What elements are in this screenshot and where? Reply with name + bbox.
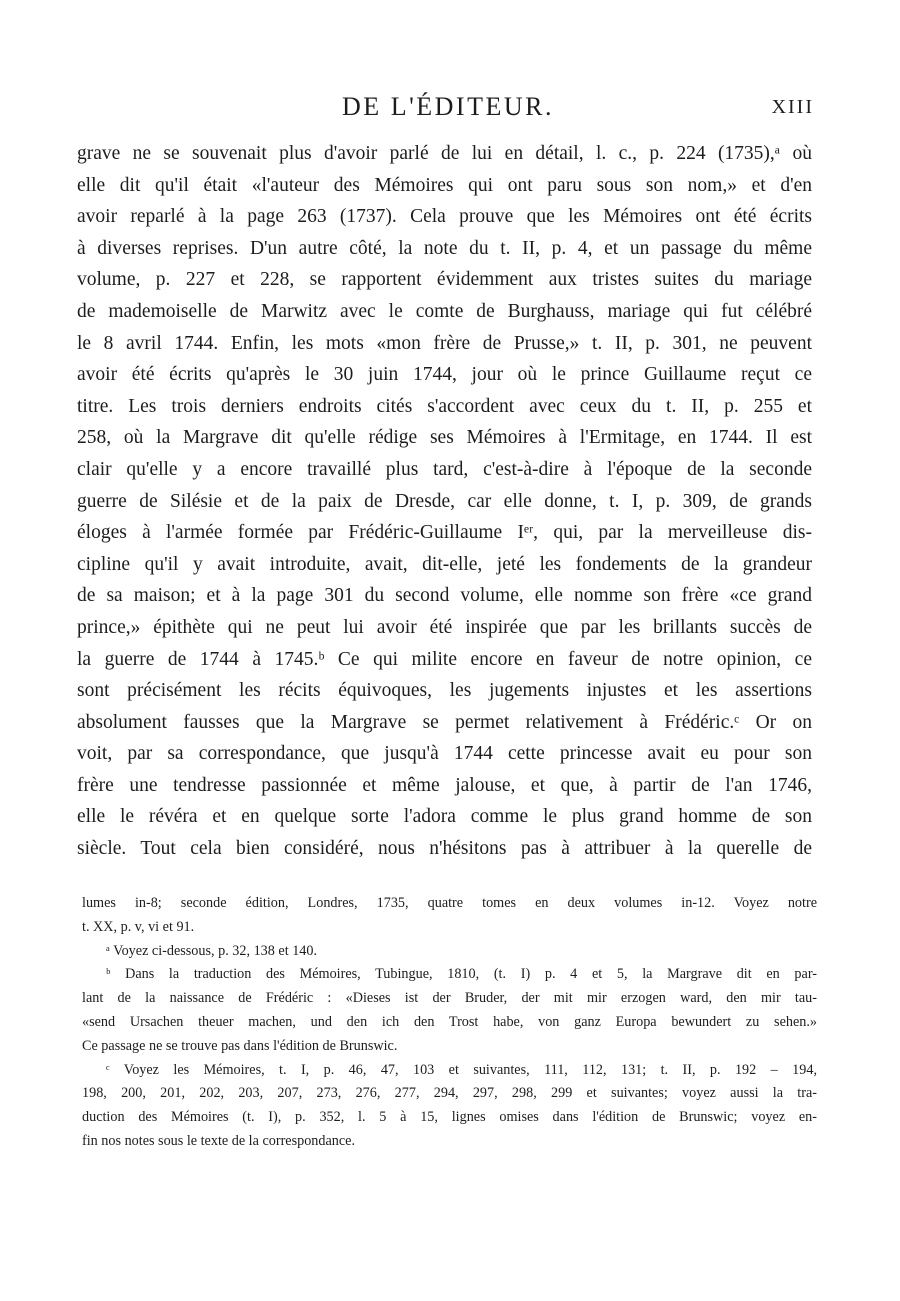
footnote-b-line: lant de la naissance de Frédéric : «Dieses ist der Bruder, der mit mir erzogen ward, den mir tau- [82,990,817,1007]
footnote-b-line: Ce passage ne se trouve pas dans l'édition de Brunswic. [82,1037,398,1054]
footnote-b-line: ᵇ Dans la traduction des Mémoires, Tubingue, 1810, (t. I) p. 4 et 5, la Margrave dit en par- [106,966,817,983]
footnote-c-line: ᶜ Voyez les Mémoires, t. I, p. 46, 47, 103 et suivantes, 111, 112, 131; t. II, p. 192 – 194, [106,1061,817,1078]
text-line: clair qu'elle y a encore travaillé plus tard, c'est-à-dire à l'époque de la seconde [77,458,812,480]
text-line: voit, par sa correspondance, que jusqu'à 1744 cette princesse avait eu pour son [77,743,812,765]
text-line: elle dit qu'il était «l'auteur des Mémoires qui ont paru sous son nom,» et d'en [77,174,812,196]
footnote-b-line: «send Ursachen theuer machen, und den ich den Trost habe, von ganz Europa bewundert zu sehen.» [82,1013,817,1030]
text-line: avoir été écrits qu'après le 30 juin 1744, jour où le prince Guillaume reçut ce [77,364,812,386]
text-line: à diverses reprises. D'un autre côté, la note du t. II, p. 4, et un passage du même [77,237,812,259]
text-line: siècle. Tout cela bien considéré, nous n'hésitons pas à attribuer à la querelle de [77,838,812,860]
text-line: volume, p. 227 et 228, se rapportent évidemment aux tristes suites du mariage [77,269,812,291]
text-line: elle le révéra et en quelque sorte l'adora comme le plus grand homme de son [77,806,812,828]
footnote-c-line: fin nos notes sous le texte de la correspondance. [82,1132,356,1149]
text-line: de sa maison; et à la page 301 du second volume, elle nomme son frère «ce grand [77,585,812,607]
text-line: cipline qu'il y avait introduite, avait, dit-elle, jeté les fondements de la grandeur [77,553,812,575]
text-line: absolument fausses que la Margrave se permet relativement à Frédéric.ᶜ Or on [77,711,812,733]
text-line: frère une tendresse passionnée et même jalouse, et que, à partir de l'an 1746, [77,774,812,796]
text-line: éloges à l'armée formée par Frédéric-Guillaume Iᵉʳ, qui, par la merveilleuse dis- [77,522,812,544]
text-line: titre. Les trois derniers endroits cités s'accordent avec ceux du t. II, p. 255 et [77,395,812,417]
text-line: le 8 avril 1744. Enfin, les mots «mon frère de Prusse,» t. II, p. 301, ne peuvent [77,332,812,354]
text-line: la guerre de 1744 à 1745.ᵇ Ce qui milite encore en faveur de notre opinion, ce [77,648,812,670]
text-line: grave ne se souvenait plus d'avoir parlé de lui en détail, l. c., p. 224 (1735),ᵃ où [77,143,812,164]
footnote-c-line: 198, 200, 201, 202, 203, 207, 273, 276, 277, 294, 297, 298, 299 et suivantes; voyez aussi la tra- [82,1085,817,1102]
text-line: prince,» épithète qui ne peut lui avoir été inspirée que par les brillants succès de [77,616,812,638]
page-number: XIII [771,96,814,118]
main-text [77,138,812,865]
footnote-continuation-line: t. XX, p. v, vi et 91. [82,918,195,935]
text-line: 258, où la Margrave dit qu'elle rédige ses Mémoires à l'Ermitage, en 1744. Il est [77,427,812,449]
text-line: sont précisément les récits équivoques, les jugements injustes et les assertions [77,680,812,702]
running-title: DE L'ÉDITEUR. [342,92,554,121]
footnote-continuation-line: lumes in-8; seconde édition, Londres, 1735, quatre tomes en deux volumes in-12. Voyez notre [82,895,817,911]
footnote-a: ᵃ Voyez ci-dessous, p. 32, 138 et 140. [106,942,318,959]
footnotes [82,892,817,1154]
text-line: avoir reparlé à la page 263 (1737). Cela prouve que les Mémoires ont été écrits [77,206,812,228]
footnote-c-line: duction des Mémoires (t. I), p. 352, l. 5 à 15, lignes omises dans l'édition de Brunswic; voyez en- [82,1109,817,1126]
text-line: de mademoiselle de Marwitz avec le comte de Burghauss, mariage qui fut célébré [77,300,812,322]
text-line: guerre de Silésie et de la paix de Dresde, car elle donne, t. I, p. 309, de grands [77,490,812,512]
running-header [76,92,820,132]
